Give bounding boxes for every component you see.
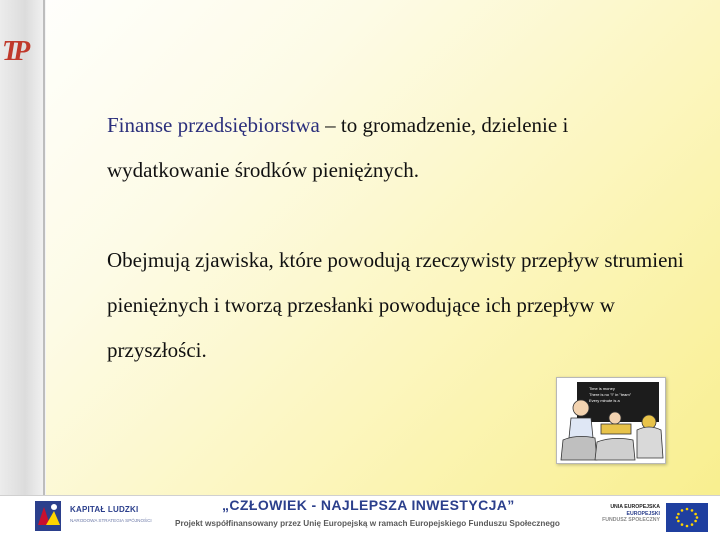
- eu-flag-field: [666, 503, 708, 532]
- desk: [601, 424, 631, 434]
- board-line-1: Time is money: [589, 386, 615, 391]
- left-sidebar-bar: [0, 0, 46, 495]
- eu-label-line-1: UNIA EUROPEJSKA: [610, 504, 660, 510]
- project-funding-note: Projekt współfinansowany przez Unię Europejską w ramach Europejskiego Funduszu Społecznego: [175, 519, 560, 528]
- student-back-left: [561, 436, 597, 460]
- sidebar-divider: [43, 0, 45, 495]
- classroom-cartoon-image: [556, 377, 666, 464]
- eu-label-line-2: EUROPEJSKI: [626, 510, 660, 517]
- student-back-center: [595, 438, 635, 460]
- slide-content: [107, 103, 687, 373]
- campaign-slogan: „CZŁOWIEK - NAJLEPSZA INWESTYCJA”: [222, 497, 515, 513]
- classroom-illustration: [557, 378, 665, 463]
- kapital-ludzki-subtitle: NARODOWA STRATEGIA SPÓJNOŚCI: [70, 518, 152, 523]
- eu-label-line-3: FUNDUSZ SPOŁECZNY: [602, 517, 660, 524]
- student-head: [609, 412, 621, 424]
- tp-logo: TP: [2, 36, 25, 67]
- board-line-2: There is no "I" in "team": [589, 392, 632, 397]
- kapital-ludzki-logo: [34, 499, 64, 533]
- term-finanse-przedsiebiorstwa: Finanse przedsiębiorstwa: [107, 113, 320, 137]
- definition-text: – to gromadzenie, dzielenie i wydatkowanie środków pieniężnych.: [107, 113, 569, 182]
- description-paragraph: Obejmują zjawiska, które powodują rzeczywisty przepływ strumieni pieniężnych i tworzą przesłanki powodujące ich przepływ w przyszłości.: [107, 248, 684, 362]
- teacher-head: [573, 400, 589, 416]
- kapital-ludzki-title: KAPITAŁ LUDZKI: [70, 505, 139, 514]
- emblem-white-dot: [51, 504, 57, 510]
- eu-flag-icon: [666, 503, 708, 532]
- eu-label: [598, 504, 660, 524]
- teacher-body: [569, 418, 593, 438]
- kapital-ludzki-emblem: [35, 501, 61, 531]
- definition-paragraph: [107, 103, 687, 193]
- board-line-3: Every minute is a: [589, 398, 620, 403]
- student-body-right: [637, 427, 663, 458]
